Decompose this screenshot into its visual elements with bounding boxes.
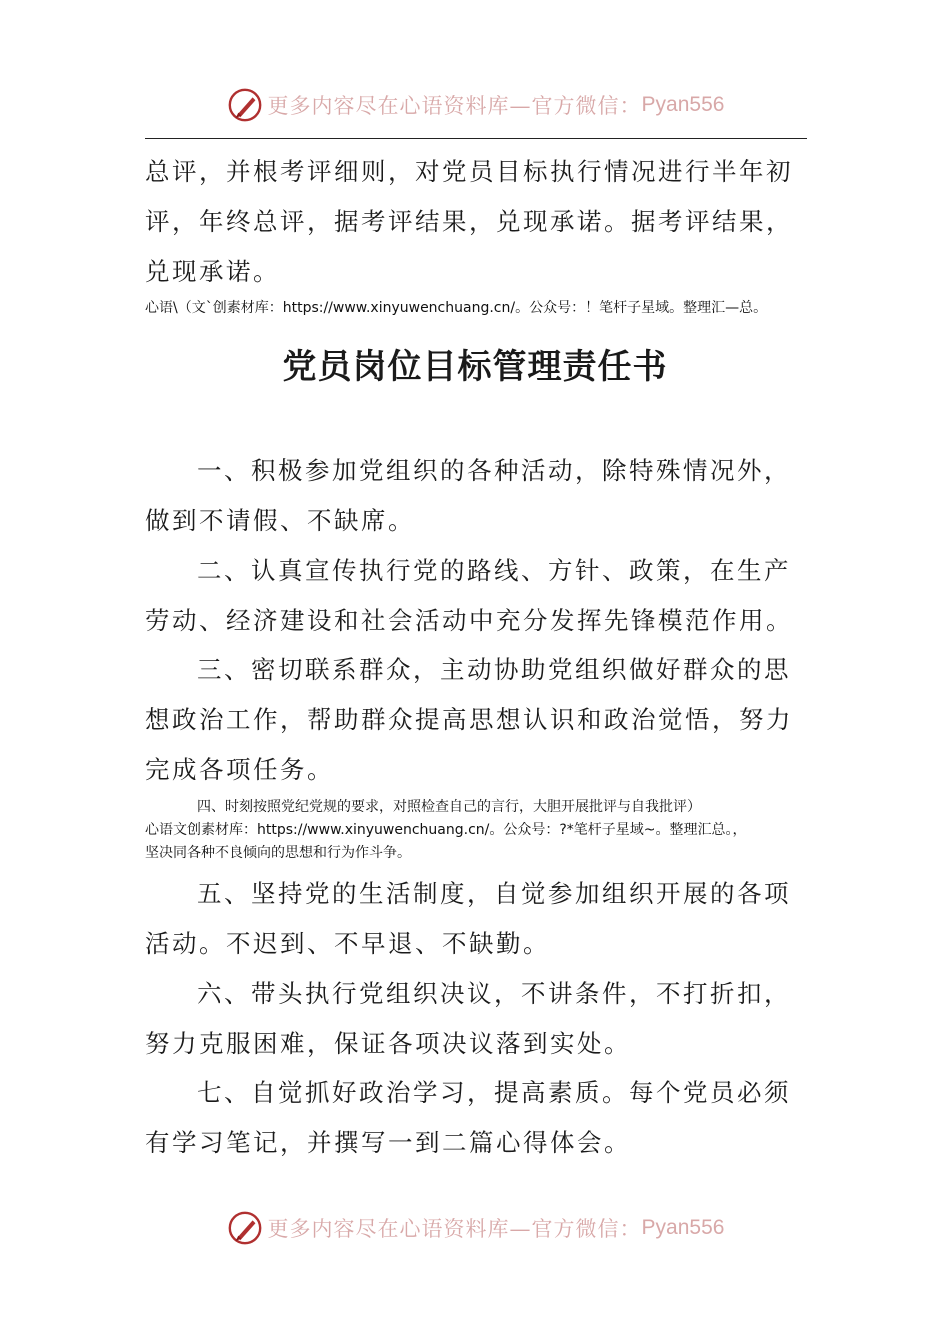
footer-banner	[0, 1203, 950, 1253]
banner-text: 更多内容尽在心语资料库—官方微信：	[267, 1217, 642, 1241]
item-5: 五、坚持党的生活制度，自觉参加组织开展的各项活动。不迟到、不早退、不缺勤。	[145, 879, 791, 958]
source-note: 心语\（文`创素材库：https://www.xinyuwenchuang.cn/。公众号：！笔杆子星域。整理汇—总。	[145, 300, 768, 316]
header-rule	[145, 138, 807, 139]
header-banner	[0, 80, 950, 130]
item-4-line-1: 四、时刻按照党纪党规的要求，对照检查自己的言行，大胆开展批评与自我批评）	[197, 799, 701, 815]
pen-logo-icon	[226, 1209, 264, 1247]
intro-paragraph: 总评，并根考评细则，对党员目标执行情况进行半年初评，年终总评，据考评结果，兑现承诺。据考评结果，兑现承诺。	[145, 157, 793, 286]
banner-text: 更多内容尽在心语资料库—官方微信：	[267, 94, 642, 118]
item-4-line-3: 坚决同各种不良倾向的思想和行为作斗争。	[145, 845, 411, 861]
item-6: 六、带头执行党组织决议，不讲条件，不打折扣，努力克服困难，保证各项决议落到实处。	[145, 979, 791, 1058]
banner-wechat-id: Pyan556	[641, 1216, 725, 1239]
item-7: 七、自觉抓好政治学习，提高素质。每个党员必须有学习笔记，并撰写一到二篇心得体会。	[145, 1078, 791, 1157]
item-3: 三、密切联系群众，主动协助党组织做好群众的思想政治工作，帮助群众提高思想认识和政治觉悟，努力完成各项任务。	[145, 655, 793, 784]
item-2: 二、认真宣传执行党的路线、方针、政策，在生产劳动、经济建设和社会活动中充分发挥先锋模范作用。	[145, 556, 793, 635]
banner-wechat-id: Pyan556	[641, 93, 725, 116]
item-1: 一、积极参加党组织的各种活动，除特殊情况外，做到不请假、不缺席。	[145, 456, 791, 535]
document-title: 党员岗位目标管理责任书	[282, 347, 668, 387]
item-4-line-2: 心语文创素材库：https://www.xinyuwenchuang.cn/。公众号：?*笔杆子星域~。整理汇总。，	[145, 822, 747, 838]
pen-logo-icon	[226, 86, 264, 124]
